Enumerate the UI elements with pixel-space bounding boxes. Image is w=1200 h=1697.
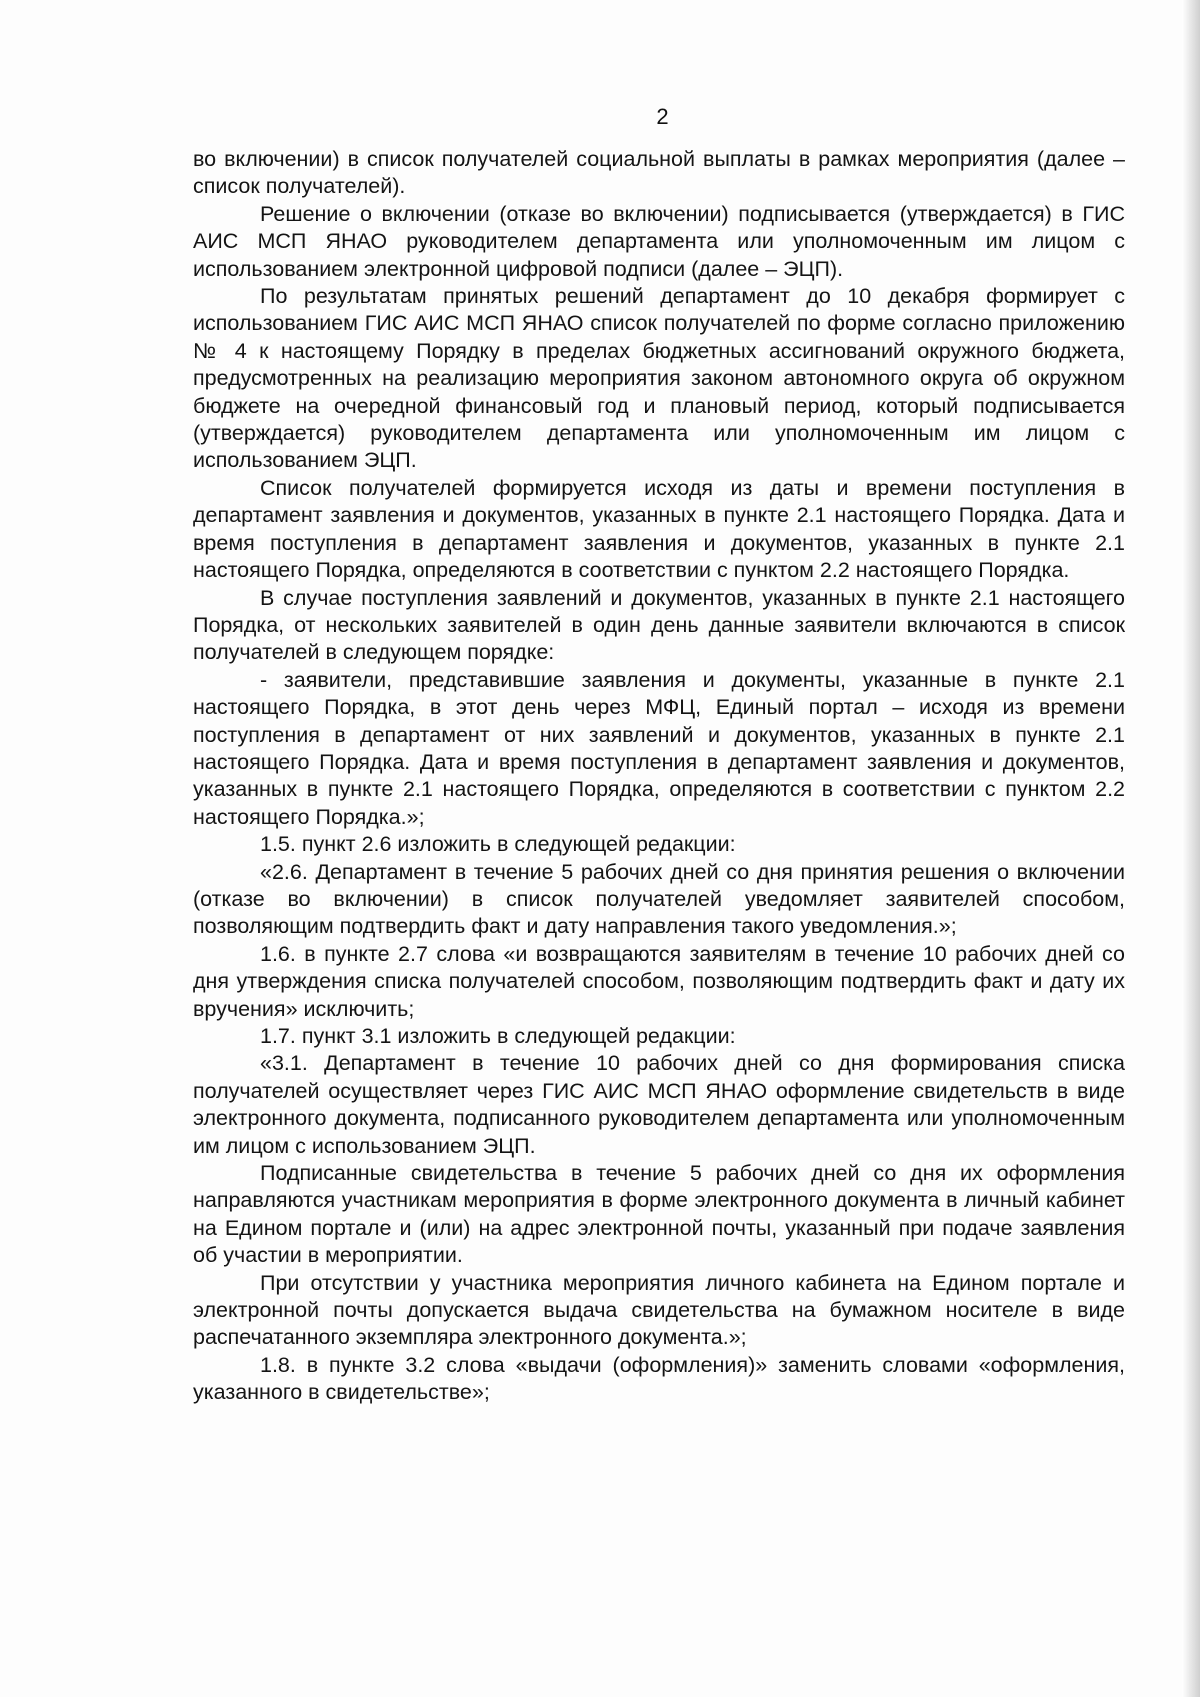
scan-edge-shadow bbox=[1182, 0, 1200, 1697]
paragraph: Решение о включении (отказе во включении) подписывается (утверждается) в ГИС АИС МСП ЯНАО руководителем департамента или уполномоченным им лицом с использованием электронной цифровой подписи (далее – ЭЦП). bbox=[193, 201, 1125, 281]
paragraph: 1.8. в пункте 3.2 слова «выдачи (оформления)» заменить словами «оформления, указанного в свидетельстве»; bbox=[193, 1352, 1125, 1405]
paragraph: 1.7. пункт 3.1 изложить в следующей редакции: bbox=[260, 1024, 736, 1048]
paragraph: Список получателей формируется исходя из даты и времени поступления в департамент заявления и документов, указанных в пункте 2.1 настоящего Порядка. Дата и время поступления в департамент заявления и документов, указанных в пункте 2.1 настоящего Порядка, определяются в соответствии с пунктом 2.2 настоящего Порядка. bbox=[193, 475, 1125, 583]
paragraph: Подписанные свидетельства в течение 5 рабочих дней со дня их оформления направляются участникам мероприятия в форме электронного документа в личный кабинет на Едином портале и (или) на адрес электронной почты, указанный при подаче заявления об участии в мероприятии. bbox=[193, 1161, 1125, 1268]
paragraph: 1.6. в пункте 2.7 слова «и возвращаются заявителям в течение 10 рабочих дней со дня утверждения списка получателей способом, позволяющим подтвердить факт и дату их вручения» исключить; bbox=[193, 941, 1125, 1021]
document-body bbox=[193, 146, 1125, 1407]
paragraph: «3.1. Департамент в течение 10 рабочих дней со дня формирования списка получателей осуществляет через ГИС АИС МСП ЯНАО оформление свидетельств в виде электронного документа, подписанного руководителем департамента или уполномоченным им лицом с использованием ЭЦП. bbox=[193, 1051, 1125, 1158]
paragraph: По результатам принятых решений департамент до 10 декабря формирует с использованием ГИС АИС МСП ЯНАО список получателей по форме согласно приложению № 4 к настоящему Порядку в пределах бюджетных ассигнований окружного бюджета, предусмотренных на реализацию мероприятия законом автономного округа об окружном бюджете на очередной финансовый год и плановый период, который подписывается (утверждается) руководителем департамента или уполномоченным им лицом с использованием ЭЦП. bbox=[193, 284, 1125, 473]
page-number: 2 bbox=[656, 104, 669, 129]
paragraph: во включении) в список получателей социальной выплаты в рамках мероприятия (далее – список получателей). bbox=[193, 147, 1125, 199]
paragraph: «2.6. Департамент в течение 5 рабочих дней со дня принятия решения о включении (отказе во включении) в список получателей уведомляет заявителей способом, позволяющим подтвердить факт и дату направления такого уведомления.»; bbox=[193, 859, 1125, 939]
paragraph: - заявители, представившие заявления и документы, указанные в пункте 2.1 настоящего Порядка, в этот день через МФЦ, Единый портал – исходя из времени поступления в департамент от них заявлений и документов, указанных в пункте 2.1 настоящего Порядка. Дата и время поступления в департамент заявления и документов, указанных в пункте 2.1 настоящего Порядка, определяются в соответствии с пунктом 2.2 настоящего Порядка.»; bbox=[193, 667, 1125, 829]
paragraph: 1.5. пункт 2.6 изложить в следующей редакции: bbox=[260, 832, 736, 857]
paragraph: В случае поступления заявлений и документов, указанных в пункте 2.1 настоящего Порядка, от нескольких заявителей в один день данные заявители включаются в список получателей в следующем порядке: bbox=[193, 585, 1125, 665]
paragraph: При отсутствии у участника мероприятия личного кабинета на Едином портале и электронной почты допускается выдача свидетельства на бумажном носителе в виде распечатанного экземпляра электронного документа.»; bbox=[193, 1270, 1125, 1350]
